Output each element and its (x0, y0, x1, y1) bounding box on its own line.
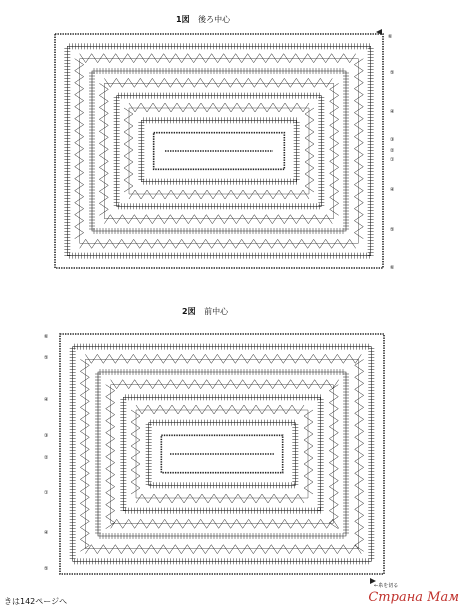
corner-arrow-icon (376, 29, 382, 35)
figure-2-number: 2図 (182, 307, 196, 316)
figure-1-row-label: ⑥ (388, 34, 393, 40)
figure-1-caption: 後ろ中心 (198, 15, 231, 24)
figure-2-stitch-ring (70, 344, 375, 565)
start-arrow-label: ←糸を切る (374, 583, 399, 589)
figure-1-row-label: ⑤ (390, 70, 395, 76)
figure-2-row-label: ⑥ (44, 334, 49, 340)
figure-1-number: 1図 (176, 15, 190, 24)
figure-2-stitch-ring (106, 380, 339, 529)
figure-1-row-label: ② (390, 148, 395, 154)
figure-1-stitch-ring (99, 78, 338, 223)
figure-2-stitch-ring (120, 394, 323, 513)
figure-2-title (182, 306, 228, 317)
figure-1-stitch-ring (64, 43, 373, 258)
figure-2-row-label: ⑤ (44, 355, 49, 361)
figure-2-stitch-ring (60, 334, 384, 574)
figure-2-row-label: ④ (44, 530, 49, 536)
figure-2-row-label: ② (44, 455, 49, 461)
figure-1-row-label: ④ (390, 187, 395, 193)
figure-1-title (176, 14, 230, 25)
figure-1-stitch-ring (138, 117, 299, 184)
figure-2-stitch-ring (161, 435, 282, 472)
figure-1-stitch-ring (114, 93, 325, 210)
figure-1-row-label: ③ (390, 137, 395, 143)
figure-2-caption: 前中心 (204, 307, 229, 316)
figure-2-row-label: ③ (44, 433, 49, 439)
figure-2-row-label: ⑤ (44, 566, 49, 572)
figure-2-row-label: ① (44, 490, 49, 496)
figure-1-stitch-ring (89, 68, 349, 234)
page-reference: きは142ページへ (4, 597, 68, 606)
figure-1-row-label: ④ (390, 109, 395, 115)
figure-2-stitch-ring (146, 420, 299, 489)
figure-1-row-label: ① (390, 157, 395, 163)
figure-1-stitch-ring (75, 54, 364, 249)
figure-1-row-label: ⑥ (390, 265, 395, 271)
watermark-logo: Страна Мам (368, 590, 459, 605)
figure-1-row-label: ⑤ (390, 227, 395, 233)
figure-2-row-label: ④ (44, 397, 49, 403)
figure-2-stitch-ring (95, 369, 349, 539)
